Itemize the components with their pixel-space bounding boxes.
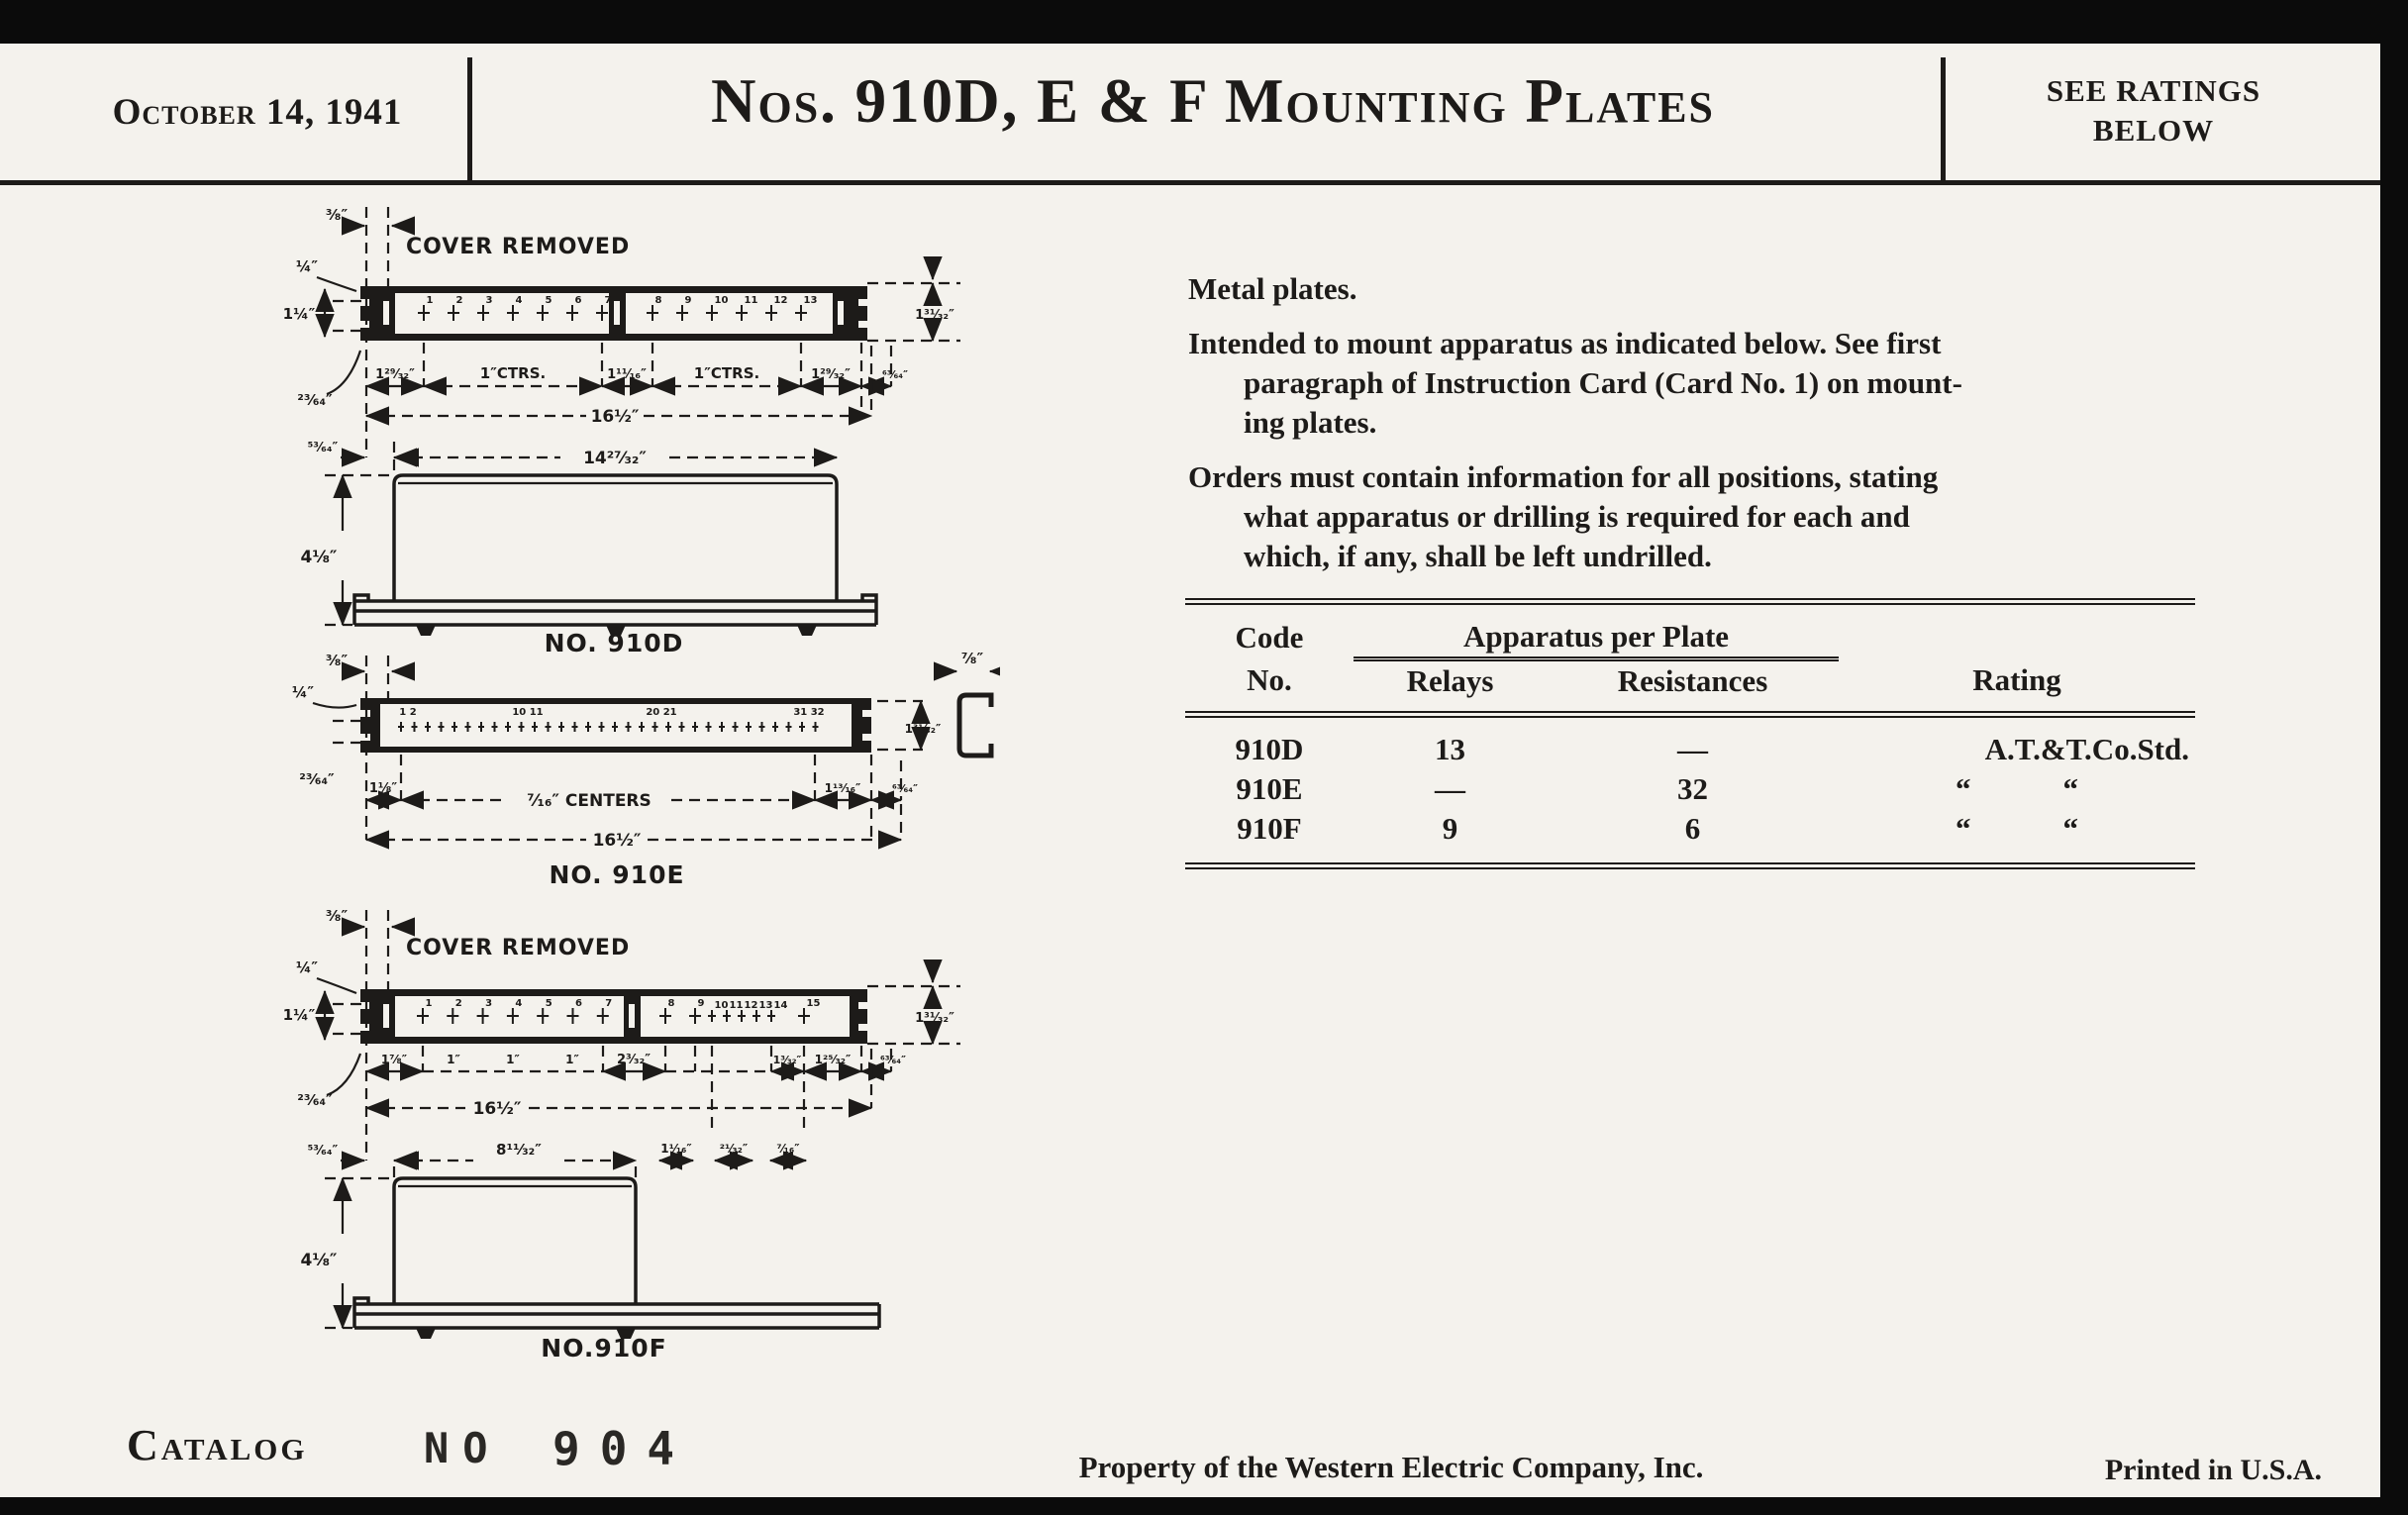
position-tick	[733, 722, 739, 732]
cover-box	[394, 475, 837, 601]
position-tick	[706, 305, 718, 321]
position-tick	[417, 1008, 429, 1024]
position-tick	[465, 722, 471, 732]
dim-label: 16½″	[590, 407, 640, 427]
position-tick	[626, 722, 632, 732]
position-tick	[566, 305, 578, 321]
right-end-bracket	[850, 286, 867, 341]
cell-relays: 9	[1442, 811, 1458, 846]
d910d-top-view	[283, 206, 960, 457]
header-divider-right	[1941, 57, 1946, 180]
ratings-note	[1956, 71, 2352, 151]
position-tick	[795, 305, 807, 321]
dim-label: ²³⁄₆₄″	[297, 391, 333, 409]
position-tick	[519, 722, 525, 732]
position-tick	[719, 722, 725, 732]
note-line: Intended to mount apparatus as indicated below. See first	[1188, 326, 1942, 360]
position-number: 8	[654, 295, 662, 306]
position-tick	[412, 722, 418, 732]
dim-label: 14²⁷⁄₃₂″	[583, 449, 647, 468]
relay-positions-1-7	[417, 998, 612, 1024]
position-tick	[767, 1010, 775, 1022]
dim-label: ³⁄₈″	[325, 206, 349, 224]
position-tick	[398, 722, 404, 732]
dim-label: ⁷⁄₈″	[960, 650, 984, 667]
position-tick	[477, 305, 489, 321]
scan-edge-bottom	[0, 1497, 2408, 1515]
cover-removed-label: COVER REMOVED	[406, 235, 631, 259]
position-tick	[652, 722, 658, 732]
position-number: 9	[697, 998, 705, 1009]
cell-rating-ditto: “ “	[1956, 811, 2078, 846]
drawing-910d	[267, 192, 1000, 657]
relay-positions-8-13	[647, 295, 817, 321]
catalog-number: 904	[552, 1422, 695, 1475]
position-tick	[746, 722, 752, 732]
position-number: 3	[485, 998, 493, 1009]
position-tick	[492, 722, 498, 732]
position-tick	[546, 722, 552, 732]
cell-resistances: —	[1677, 732, 1708, 766]
position-tick	[647, 305, 658, 321]
d910d-front-view	[300, 441, 876, 657]
cell-rating-ditto: “ “	[1956, 771, 2078, 806]
position-tick	[659, 1008, 671, 1024]
position-tick	[752, 1010, 760, 1022]
position-tick	[558, 722, 564, 732]
position-number: 12	[773, 295, 788, 306]
resistance-positions-1-32	[398, 722, 819, 732]
note-line: Metal plates.	[1188, 271, 1357, 306]
relay-positions-1-7	[418, 295, 612, 321]
position-tick	[738, 1010, 746, 1022]
dim-label: 1³¹⁄₃₂″	[915, 1011, 954, 1026]
dim-label: 1″CTRS.	[693, 364, 760, 382]
position-number: 6	[575, 998, 582, 1009]
position-tick	[585, 722, 591, 732]
table-row-910d	[1185, 715, 2195, 770]
dim-label: ³⁄₈″	[325, 907, 349, 925]
position-tick	[765, 305, 777, 321]
position-number: 4	[515, 295, 523, 306]
table-header-resistances: Resistances	[1617, 663, 1768, 698]
dim-label: ⁷⁄₁₆″ CENTERS	[527, 791, 652, 811]
ratings-note-line1: SEE RATINGS	[2046, 73, 2261, 108]
dim-label: 1″CTRS.	[479, 364, 547, 382]
ratings-note-line2: BELOW	[2092, 113, 2215, 148]
cell-relays: —	[1435, 771, 1465, 806]
dim-label: 1″	[506, 1053, 520, 1066]
header-rule	[0, 180, 2380, 185]
note-line: which, if any, shall be left undrilled.	[1244, 539, 1712, 573]
table-header-apparatus-per-plate: Apparatus per Plate	[1354, 602, 1839, 659]
position-tick	[706, 722, 712, 732]
dim-label: ³⁄₈″	[325, 652, 349, 669]
position-number: 10	[714, 1000, 729, 1011]
note-ordering	[1188, 457, 2218, 576]
position-tick	[679, 722, 685, 732]
position-tick	[425, 722, 431, 732]
dim-label: 1²⁵⁄₃₂″	[814, 1053, 852, 1066]
dim-label: ⁵³⁄₆₄″	[307, 441, 339, 455]
relay-positions-8-9	[659, 998, 705, 1024]
table-header-no: No.	[1247, 661, 1292, 697]
position-tick	[452, 722, 457, 732]
position-tick	[572, 722, 578, 732]
note-line: what apparatus or drilling is required for each and	[1244, 499, 1910, 534]
position-number: 31 32	[793, 707, 825, 718]
resistance-position-15	[798, 998, 820, 1024]
dim-label: 1¼″	[282, 305, 316, 323]
position-number: 2	[454, 998, 462, 1009]
property-notice: Property of the Western Electric Company, Inc.	[1078, 1450, 1704, 1484]
position-tick	[439, 722, 445, 732]
position-tick	[676, 305, 688, 321]
note-metal-plates	[1188, 269, 2218, 309]
dim-label: 1⅞″	[380, 1053, 408, 1066]
position-tick	[532, 722, 538, 732]
note-line: paragraph of Instruction Card (Card No. 1) on mount-	[1244, 365, 1962, 400]
description-notes	[1188, 269, 2218, 591]
note-line: ing plates.	[1244, 405, 1377, 440]
dim-label: ²¹⁄₃₂″	[719, 1142, 749, 1156]
dim-label: ¼″	[295, 959, 319, 976]
table-header-spacer	[1839, 602, 2195, 659]
position-number: 1	[426, 295, 434, 306]
position-number: 11	[744, 295, 758, 306]
position-number: 4	[515, 998, 523, 1009]
position-tick	[798, 1008, 810, 1024]
position-number: 11	[729, 1000, 744, 1011]
dim-label: ⁶³⁄₆₄″	[891, 782, 919, 795]
catalog-page	[0, 44, 2380, 1497]
dim-label: 1¼″	[282, 1006, 316, 1024]
position-tick	[478, 722, 484, 732]
position-tick	[599, 722, 605, 732]
dim-label: 2³⁄₃₂″	[616, 1053, 652, 1067]
catalog-no-stamp: NO	[424, 1424, 502, 1472]
drawing-caption: NO. 910D	[544, 629, 684, 657]
position-tick	[597, 1008, 609, 1024]
position-tick	[447, 1008, 458, 1024]
position-tick	[786, 722, 792, 732]
base-plate	[354, 595, 876, 625]
dim-label: 1″	[447, 1053, 460, 1066]
drawing-910f	[267, 895, 1000, 1368]
position-tick	[692, 722, 698, 732]
dim-label: ²³⁄₆₄″	[297, 1091, 333, 1109]
position-number: 2	[455, 295, 463, 306]
drawing-caption: NO. 910E	[549, 860, 685, 889]
dim-label: ⁷⁄₁₆″	[776, 1142, 800, 1156]
dim-label: 1²⁹⁄₃₂″	[811, 367, 851, 382]
position-tick	[736, 305, 748, 321]
position-number: 10 11	[512, 707, 544, 718]
page-title: Nos. 910D, E & F Mounting Plates	[710, 66, 1716, 136]
position-number: 7	[605, 998, 613, 1009]
dim-label: 1¹¹⁄₁₆″	[607, 367, 647, 382]
position-tick	[813, 722, 819, 732]
dim-label: ⁶³⁄₆₄″	[881, 368, 909, 381]
position-number: 5	[545, 998, 552, 1009]
table-header-relays: Relays	[1406, 663, 1494, 698]
printed-in-usa: Printed in U.S.A.	[2104, 1454, 2322, 1486]
position-tick	[507, 1008, 519, 1024]
position-number: 6	[574, 295, 582, 306]
position-tick	[708, 1010, 716, 1022]
position-tick	[772, 722, 778, 732]
position-number: 1	[425, 998, 433, 1009]
dim-label: 1⅛″	[368, 781, 398, 796]
dim-label: 16½″	[592, 831, 642, 851]
position-tick	[505, 722, 511, 732]
dim-label: ¼″	[291, 683, 315, 701]
cell-relays: 13	[1435, 732, 1465, 766]
cover-removed-label: COVER REMOVED	[406, 936, 631, 960]
table-header-rating: Rating	[1972, 661, 2061, 697]
dim-label: 1³¹⁄₃₂″	[915, 308, 954, 323]
position-tick	[689, 1008, 701, 1024]
catalog-label: Catalog	[127, 1421, 308, 1469]
position-number: 13	[758, 1000, 773, 1011]
dim-label: 4⅛″	[300, 1251, 338, 1270]
dim-label: 1¹³⁄₁₆″	[824, 781, 861, 795]
resistance-positions-10-14	[708, 1000, 787, 1022]
dim-label: 1²⁹⁄₃₂″	[375, 367, 415, 382]
position-tick	[665, 722, 671, 732]
cell-resistances: 32	[1677, 771, 1708, 806]
position-tick	[799, 722, 805, 732]
cell-resistances: 6	[1684, 811, 1701, 846]
cell-code: 910D	[1235, 732, 1304, 766]
table-row-910e	[1185, 769, 2195, 809]
position-number: 7	[604, 295, 612, 306]
position-tick	[612, 722, 618, 732]
d910e-top-view	[292, 650, 1000, 889]
header-divider-left	[467, 57, 472, 180]
cell-rating: A.T.&T.Co.Std.	[1984, 732, 2189, 766]
position-number: 12	[744, 1000, 758, 1011]
position-number: 5	[545, 295, 552, 306]
position-number: 9	[684, 295, 692, 306]
left-end-bracket	[360, 286, 378, 341]
dim-label: ⁵³⁄₆₄″	[307, 1144, 339, 1159]
position-tick	[639, 722, 645, 732]
dim-label: 1″	[565, 1053, 579, 1066]
position-number: 13	[803, 295, 818, 306]
drawing-910e	[267, 644, 1000, 891]
position-tick	[418, 305, 430, 321]
issue-date: October 14, 1941	[112, 92, 403, 133]
dim-label: 4⅛″	[300, 548, 338, 567]
position-tick	[759, 722, 765, 732]
d910f-front-view	[300, 1166, 879, 1363]
position-tick	[723, 1010, 731, 1022]
position-tick	[477, 1008, 489, 1024]
position-tick	[567, 1008, 579, 1024]
cell-code: 910E	[1236, 771, 1303, 806]
position-tick	[537, 1008, 549, 1024]
position-tick	[507, 305, 519, 321]
dim-label: 1³¹⁄₃₂″	[904, 722, 942, 736]
dim-label: 8¹¹⁄₃₂″	[496, 1141, 542, 1159]
dim-label: ¼″	[295, 257, 319, 275]
d910f-top-view	[283, 907, 960, 1161]
cover-box	[394, 1178, 636, 1304]
scan-edge-top	[0, 0, 2408, 44]
position-number: 14	[773, 1000, 788, 1011]
base-plate	[354, 1298, 879, 1328]
position-tick	[537, 305, 549, 321]
position-number: 1 2	[399, 707, 417, 718]
position-number: 20 21	[646, 707, 677, 718]
dim-label: 1³⁄₃₂″	[772, 1054, 802, 1066]
dim-label: ⁶³⁄₆₄″	[879, 1054, 907, 1066]
position-number: 15	[806, 998, 821, 1009]
dim-label: 16½″	[472, 1099, 522, 1119]
channel-cross-section	[959, 695, 991, 756]
dim-label: 1¹⁄₁₆″	[660, 1142, 692, 1156]
drawing-caption: NO.910F	[541, 1334, 667, 1363]
position-number: 3	[485, 295, 493, 306]
cell-code: 910F	[1237, 811, 1302, 846]
table-row-910f	[1185, 809, 2195, 866]
position-number: 10	[714, 295, 729, 306]
dim-label: ²³⁄₆₄″	[299, 770, 335, 788]
ratings-table	[1185, 598, 2195, 869]
scan-edge-right	[2380, 0, 2408, 1515]
note-line: Orders must contain information for all positions, stating	[1188, 459, 1939, 494]
table-header-code: Code	[1235, 620, 1304, 656]
position-tick	[596, 305, 608, 321]
position-number: 8	[667, 998, 675, 1009]
note-intended-use	[1188, 324, 2218, 443]
position-tick	[448, 305, 459, 321]
